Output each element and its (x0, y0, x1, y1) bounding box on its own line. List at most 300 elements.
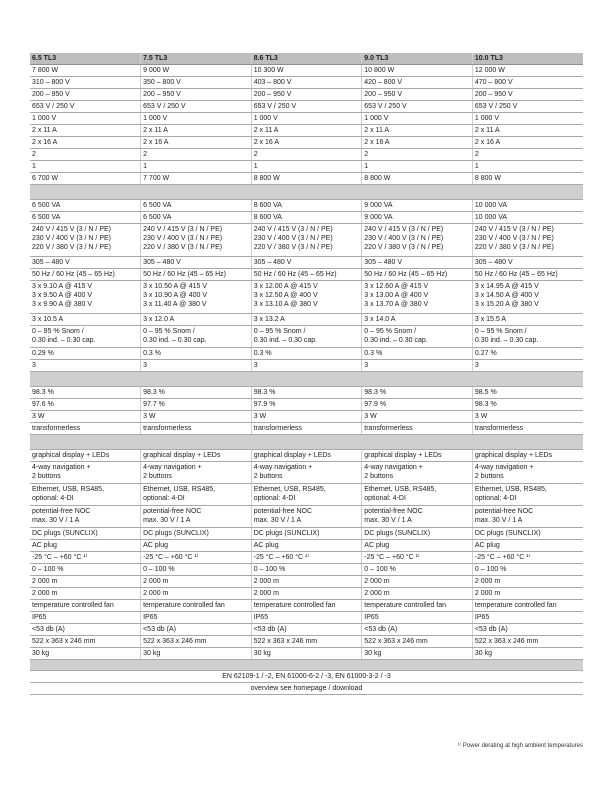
spec-cell (251, 173, 362, 185)
spec-row (30, 462, 583, 484)
spec-value: 3 x 11.40 A @ 380 V (143, 301, 207, 308)
spec-value: 310 – 800 V (32, 79, 70, 86)
spec-cell (362, 600, 473, 612)
spec-cell (251, 269, 362, 281)
spec-value: 3 x 10.90 A @ 400 V (143, 292, 208, 299)
spec-value: <53 db (A) (364, 626, 398, 633)
spec-value: 350 – 800 V (143, 79, 181, 86)
section-divider (30, 372, 583, 387)
spec-cell (251, 540, 362, 552)
spec-row (30, 540, 583, 552)
model-name: 9.0 TL3 (362, 53, 473, 65)
spec-cell (141, 360, 252, 372)
spec-cell (362, 648, 473, 660)
spec-cell (141, 348, 252, 360)
spec-row (30, 212, 583, 224)
spec-cell (251, 423, 362, 435)
spec-value: AC plug (253, 542, 279, 549)
spec-value: 3 x 15.20 A @ 380 V (474, 301, 539, 308)
spec-cell (472, 484, 583, 506)
spec-value: 2 000 m (32, 590, 58, 597)
spec-cell (141, 314, 252, 326)
spec-value: 2 000 m (364, 590, 390, 597)
spec-cell (141, 224, 252, 257)
spec-value: 653 V / 250 V (32, 103, 75, 110)
spec-cell (30, 636, 141, 648)
spec-value: 2 000 m (253, 590, 279, 597)
spec-row (30, 399, 583, 411)
spec-value: 3 x 12.50 A @ 400 V (253, 292, 318, 299)
spec-cell (472, 348, 583, 360)
spec-cell (141, 137, 252, 149)
spec-value: 97.9 % (253, 401, 276, 408)
spec-value: max. 30 V / 1 A (474, 517, 523, 524)
spec-value: 653 V / 250 V (474, 103, 518, 110)
spec-value: DC plugs (SUNCLIX) (32, 530, 98, 537)
spec-value: 12 000 W (474, 67, 505, 74)
spec-cell (251, 564, 362, 576)
spec-value: transformerless (253, 425, 302, 432)
spec-value: AC plug (364, 542, 390, 549)
spec-value: 3 x 13.10 A @ 380 V (253, 301, 318, 308)
spec-value: -25 °C – +60 °C ¹⁾ (143, 554, 199, 561)
section-divider-cell (30, 372, 583, 387)
spec-cell (362, 360, 473, 372)
spec-value: <53 db (A) (143, 626, 176, 633)
spec-cell (362, 212, 473, 224)
spec-cell (251, 77, 362, 89)
spec-cell (251, 348, 362, 360)
spec-value: <53 db (A) (32, 626, 65, 633)
spec-row (30, 281, 583, 314)
spec-value: 0.30 ind. – 0.30 cap. (364, 337, 428, 344)
spec-value: 30 kg (253, 650, 271, 657)
section-divider-cell (30, 185, 583, 200)
spec-value: 0.3 % (364, 350, 383, 357)
spec-cell (472, 326, 583, 348)
spec-cell (472, 600, 583, 612)
spec-value: 3 x 14.50 A @ 400 V (474, 292, 539, 299)
spec-cell (472, 648, 583, 660)
spec-value: 2 000 m (474, 590, 501, 597)
spec-value: 8 800 W (253, 175, 280, 182)
spec-cell (251, 212, 362, 224)
spec-row (30, 161, 583, 173)
spec-cell (362, 411, 473, 423)
section-divider (30, 435, 583, 450)
spec-value: max. 30 V / 1 A (253, 517, 302, 524)
spec-value: 2 (143, 151, 147, 158)
spec-value: 0.30 ind. – 0.30 cap. (143, 337, 207, 344)
spec-value: 0 – 100 % (253, 566, 286, 573)
spec-row (30, 89, 583, 101)
spec-value: AC plug (143, 542, 168, 549)
spec-value: Ethernet, USB, RS485, (143, 486, 216, 493)
spec-value: Ethernet, USB, RS485, (474, 486, 547, 493)
spec-value: graphical display + LEDs (364, 452, 442, 459)
spec-cell (30, 348, 141, 360)
spec-cell (472, 161, 583, 173)
spec-value: 200 – 950 V (253, 91, 292, 98)
spec-value: 2 000 m (143, 578, 169, 585)
spec-row (30, 576, 583, 588)
spec-value: 10 000 VA (474, 202, 508, 209)
spec-value: 2 x 11 A (253, 127, 279, 134)
spec-cell (30, 624, 141, 636)
spec-value: 98.3 % (253, 389, 276, 396)
spec-row (30, 269, 583, 281)
spec-cell (472, 399, 583, 411)
spec-value: 3 x 12.60 A @ 415 V (364, 283, 429, 290)
spec-cell (141, 200, 252, 212)
spec-cell (472, 65, 583, 77)
spec-value: IP65 (32, 614, 47, 621)
spec-row (30, 484, 583, 506)
spec-value: 30 kg (474, 650, 492, 657)
spec-value: 420 – 800 V (364, 79, 403, 86)
spec-value: graphical display + LEDs (253, 452, 331, 459)
spec-cell (251, 149, 362, 161)
section-divider-cell (30, 435, 583, 450)
spec-cell (472, 212, 583, 224)
footnote: ¹⁾ Power derating at high ambient temperatures (457, 743, 583, 749)
spec-value: 2 000 m (253, 578, 279, 585)
spec-value: 8 600 VA (253, 202, 282, 209)
spec-sheet (30, 53, 583, 695)
spec-value: 1 000 V (253, 115, 278, 122)
spec-value: 0.29 % (32, 350, 54, 357)
spec-value: 1 000 V (474, 115, 500, 122)
model-name: 10.0 TL3 (472, 53, 583, 65)
spec-cell (30, 326, 141, 348)
spec-cell (472, 149, 583, 161)
spec-value: 3 x 13.00 A @ 400 V (364, 292, 429, 299)
spec-value: 2 x 16 A (143, 139, 169, 146)
spec-cell (362, 113, 473, 125)
spec-cell (472, 411, 583, 423)
spec-value: 522 x 363 x 246 mm (253, 638, 318, 645)
spec-value: 50 Hz / 60 Hz (45 – 65 Hz) (253, 271, 337, 278)
spec-cell (251, 588, 362, 600)
spec-value: 0 – 95 % Snom / (32, 328, 84, 335)
spec-cell (251, 612, 362, 624)
spec-cell (141, 101, 252, 113)
spec-value: 3 x 13.2 A (253, 316, 285, 323)
spec-cell (251, 506, 362, 528)
spec-cell (141, 552, 252, 564)
spec-cell (141, 636, 252, 648)
spec-value: optional: 4-DI (143, 495, 185, 502)
spec-value: 305 – 480 V (364, 259, 403, 266)
spec-cell (30, 423, 141, 435)
spec-value: 0 – 95 % Snom / (474, 328, 527, 335)
spec-value: AC plug (32, 542, 57, 549)
spec-value: 0.3 % (143, 350, 161, 357)
spec-value: 240 V / 415 V (3 / N / PE) (32, 226, 111, 233)
spec-value: DC plugs (SUNCLIX) (474, 530, 541, 537)
spec-value: 240 V / 415 V (3 / N / PE) (253, 226, 333, 233)
spec-value: potential-free NOC (143, 508, 202, 515)
spec-cell (251, 360, 362, 372)
spec-cell (141, 65, 252, 77)
spec-cell (362, 612, 473, 624)
spec-cell (472, 462, 583, 484)
spec-cell (251, 101, 362, 113)
spec-cell (251, 450, 362, 462)
spec-cell (472, 576, 583, 588)
spec-cell (362, 137, 473, 149)
spec-row (30, 588, 583, 600)
spec-value: 305 – 480 V (143, 259, 181, 266)
spec-row (30, 423, 583, 435)
spec-value: max. 30 V / 1 A (143, 517, 191, 524)
spec-cell (472, 200, 583, 212)
spec-cell (251, 576, 362, 588)
spec-value: 522 x 363 x 246 mm (143, 638, 207, 645)
spec-row (30, 326, 583, 348)
spec-value: 6 500 VA (143, 214, 172, 221)
spec-value: temperature controlled fan (32, 602, 114, 609)
spec-value: graphical display + LEDs (143, 452, 221, 459)
spec-row (30, 552, 583, 564)
spec-cell (30, 173, 141, 185)
spec-value: 230 V / 400 V (3 / N / PE) (32, 235, 111, 242)
spec-value: 0.30 ind. – 0.30 cap. (253, 337, 318, 344)
spec-row (30, 224, 583, 257)
spec-cell (141, 281, 252, 314)
spec-value: temperature controlled fan (143, 602, 225, 609)
spec-cell (472, 423, 583, 435)
spec-cell (362, 77, 473, 89)
spec-cell (141, 506, 252, 528)
spec-value: 3 x 12.00 A @ 415 V (253, 283, 318, 290)
spec-cell (251, 314, 362, 326)
spec-cell (30, 65, 141, 77)
spec-value: 403 – 800 V (253, 79, 292, 86)
spec-cell (472, 360, 583, 372)
spec-cell (141, 149, 252, 161)
spec-cell (251, 257, 362, 269)
spec-row (30, 506, 583, 528)
spec-cell (362, 257, 473, 269)
spec-value: 220 V / 380 V (3 / N / PE) (143, 244, 223, 251)
spec-value: Ethernet, USB, RS485, (253, 486, 326, 493)
spec-value: 2 (364, 151, 369, 158)
spec-cell (362, 173, 473, 185)
spec-value: 2 x 11 A (364, 127, 390, 134)
spec-cell (472, 101, 583, 113)
spec-value: 3 x 9.90 A @ 380 V (32, 301, 93, 308)
spec-row (30, 600, 583, 612)
standards-row (30, 671, 583, 683)
spec-value: 305 – 480 V (32, 259, 70, 266)
spec-value: 4-way navigation + (143, 464, 202, 471)
spec-cell (362, 200, 473, 212)
spec-value: optional: 4-DI (364, 495, 406, 502)
spec-value: 50 Hz / 60 Hz (45 – 65 Hz) (143, 271, 226, 278)
spec-cell (141, 77, 252, 89)
spec-cell (251, 113, 362, 125)
spec-cell (141, 257, 252, 269)
spec-value: 7 700 W (143, 175, 170, 182)
spec-row (30, 411, 583, 423)
spec-cell (141, 399, 252, 411)
spec-value: 2 (474, 151, 479, 158)
spec-value: transformerless (474, 425, 524, 432)
spec-cell (30, 450, 141, 462)
spec-value: 8 800 W (364, 175, 391, 182)
spec-value: 2 x 11 A (32, 127, 57, 134)
spec-cell (141, 600, 252, 612)
spec-row (30, 65, 583, 77)
spec-value: 470 – 800 V (474, 79, 513, 86)
spec-cell (472, 113, 583, 125)
spec-row (30, 173, 583, 185)
spec-cell (30, 101, 141, 113)
spec-cell (362, 399, 473, 411)
spec-value: 200 – 950 V (143, 91, 181, 98)
spec-value: 3 x 15.5 A (474, 316, 507, 323)
spec-value: 2 buttons (253, 473, 283, 480)
spec-value: potential-free NOC (253, 508, 313, 515)
spec-cell (362, 624, 473, 636)
spec-value: 3 (474, 362, 479, 369)
spec-cell (362, 462, 473, 484)
spec-cell (30, 506, 141, 528)
spec-value: 220 V / 380 V (3 / N / PE) (253, 244, 333, 251)
spec-value: -25 °C – +60 °C ¹⁾ (32, 554, 88, 561)
spec-row (30, 113, 583, 125)
spec-cell (30, 212, 141, 224)
spec-cell (30, 564, 141, 576)
spec-value: 200 – 950 V (474, 91, 513, 98)
spec-cell (362, 528, 473, 540)
spec-cell (362, 564, 473, 576)
spec-value: 220 V / 380 V (3 / N / PE) (474, 244, 554, 251)
spec-cell (472, 89, 583, 101)
spec-value: 9 000 W (143, 67, 170, 74)
spec-cell (30, 257, 141, 269)
spec-value: max. 30 V / 1 A (32, 517, 80, 524)
spec-row (30, 77, 583, 89)
spec-value: 1 (143, 163, 147, 170)
standards-row (30, 683, 583, 695)
spec-value: IP65 (474, 614, 490, 621)
spec-cell (141, 540, 252, 552)
spec-cell (141, 588, 252, 600)
spec-value: 1 (364, 163, 369, 170)
spec-cell (141, 624, 252, 636)
spec-cell (251, 484, 362, 506)
spec-cell (30, 612, 141, 624)
spec-value: 1 000 V (143, 115, 168, 122)
spec-cell (362, 484, 473, 506)
spec-value: 3 W (364, 413, 377, 420)
spec-cell (141, 212, 252, 224)
spec-row (30, 387, 583, 399)
spec-value: DC plugs (SUNCLIX) (364, 530, 431, 537)
spec-cell (251, 137, 362, 149)
spec-value: 4-way navigation + (32, 464, 91, 471)
spec-value: 97.7 % (143, 401, 165, 408)
model-name: 8.6 TL3 (251, 53, 362, 65)
spec-value: 98.3 % (32, 389, 54, 396)
spec-value: 6 500 VA (32, 214, 61, 221)
spec-cell (362, 450, 473, 462)
spec-cell (30, 314, 141, 326)
spec-value: 0 – 100 % (32, 566, 64, 573)
spec-cell (141, 411, 252, 423)
spec-cell (141, 484, 252, 506)
spec-cell (141, 269, 252, 281)
spec-cell (251, 326, 362, 348)
spec-row (30, 636, 583, 648)
spec-value: 1 (32, 163, 36, 170)
spec-value: 30 kg (32, 650, 50, 657)
spec-cell (30, 224, 141, 257)
spec-cell (30, 89, 141, 101)
spec-cell (362, 636, 473, 648)
spec-row (30, 200, 583, 212)
spec-cell (472, 125, 583, 137)
spec-cell (251, 200, 362, 212)
spec-value: 230 V / 400 V (3 / N / PE) (364, 235, 444, 242)
spec-value: 200 – 950 V (364, 91, 403, 98)
spec-value: 0.30 ind. – 0.30 cap. (32, 337, 96, 344)
spec-row (30, 450, 583, 462)
spec-cell (472, 552, 583, 564)
spec-value: 0 – 95 % Snom / (143, 328, 195, 335)
spec-cell (472, 540, 583, 552)
section-divider (30, 185, 583, 200)
spec-value: 8 800 W (474, 175, 501, 182)
spec-cell (30, 528, 141, 540)
spec-value: 3 x 14.95 A @ 415 V (474, 283, 539, 290)
spec-value: 3 x 10.50 A @ 415 V (143, 283, 208, 290)
spec-value: <53 db (A) (253, 626, 287, 633)
spec-cell (141, 612, 252, 624)
spec-cell (141, 576, 252, 588)
spec-value: -25 °C – +60 °C ¹⁾ (474, 554, 531, 561)
section-divider-cell (30, 660, 583, 671)
spec-value: 2 x 16 A (253, 139, 279, 146)
spec-value: 2 x 16 A (32, 139, 58, 146)
spec-value: 97.6 % (32, 401, 54, 408)
spec-cell (251, 411, 362, 423)
spec-row (30, 314, 583, 326)
spec-value: 10 800 W (364, 67, 395, 74)
spec-value: 1 000 V (32, 115, 57, 122)
spec-value: 0 – 95 % Snom / (364, 328, 417, 335)
spec-value: 6 700 W (32, 175, 59, 182)
spec-cell (362, 576, 473, 588)
spec-value: 3 (364, 362, 369, 369)
spec-row (30, 101, 583, 113)
spec-cell (251, 281, 362, 314)
spec-value: 0 – 100 % (474, 566, 507, 573)
spec-value: 98.3 % (364, 389, 387, 396)
spec-value: potential-free NOC (474, 508, 534, 515)
spec-value: 7 800 W (32, 67, 59, 74)
spec-cell (251, 399, 362, 411)
spec-cell (362, 552, 473, 564)
spec-cell (141, 161, 252, 173)
spec-value: 3 x 9.10 A @ 415 V (32, 283, 93, 290)
spec-value: 653 V / 250 V (143, 103, 186, 110)
spec-value: 3 x 10.5 A (32, 316, 64, 323)
spec-value: 305 – 480 V (474, 259, 513, 266)
spec-cell (30, 149, 141, 161)
